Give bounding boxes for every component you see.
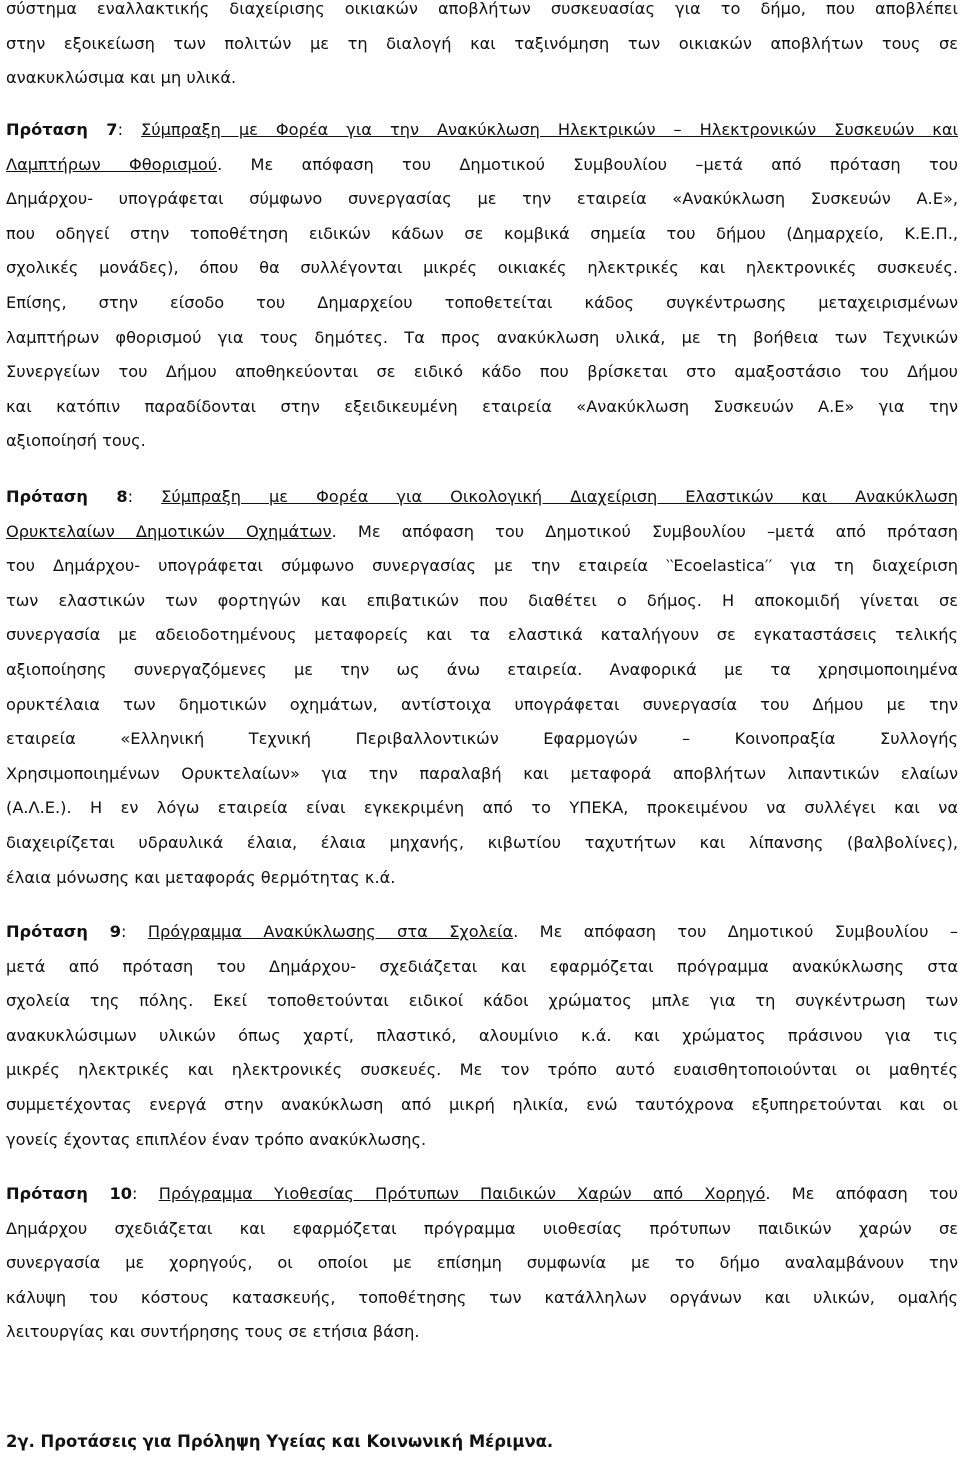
proposal-8-line: ορυκτέλαια των δημοτικών οχημάτων, αντίστοιχα υπογράφεται συνεργασία του Δήμου με την: [6, 694, 958, 714]
proposal-7-line: σχολικές μονάδες), όπου θα συλλέγονται μικρές οικιακές ηλεκτρικές και ηλεκτρονικές συσκευές.: [6, 258, 958, 278]
proposal-10-text: . Με απόφαση του: [765, 1184, 958, 1203]
proposal-7-title-cont: Λαμπτήρων Φθορισμού: [6, 154, 218, 174]
intro-paragraph: [6, 0, 958, 96]
proposal-9-text: . Με απόφαση του Δημοτικού Συμβουλίου –: [513, 922, 958, 941]
proposal-10-line: Δημάρχου σχεδιάζεται και εφαρμόζεται πρόγραμμα υιοθεσίας πρότυπων παιδικών χαρών σε: [6, 1218, 958, 1238]
proposal-7-paragraph: [6, 113, 958, 459]
proposal-7-colon: :: [117, 120, 124, 139]
proposal-8-title: Σύμπραξη με Φορέα για Οικολογική Διαχείριση Ελαστικών και Ανακύκλωση: [161, 487, 958, 506]
proposal-8-line: εταιρεία «Ελληνική Τεχνική Περιβαλλοντικών Εφαρμογών – Κοινοπραξία Συλλογής: [6, 729, 958, 749]
proposal-7-line: Δημάρχου- υπογράφεται σύμφωνο συνεργασίας με την εταιρεία «Ανακύκλωση Συσκευών Α.Ε»,: [6, 189, 958, 209]
intro-line: σύστημα εναλλακτικής διαχείρισης οικιακών αποβλήτων συσκευασίας για το δήμο, που αποβλέπει: [6, 0, 958, 18]
proposal-8-title-cont: Ορυκτελαίων Δημοτικών Οχημάτων: [6, 521, 332, 541]
proposal-8-paragraph: [6, 480, 958, 895]
proposal-9-title-line: [6, 915, 958, 950]
section-heading: 2γ. Προτάσεις για Πρόληψη Υγείας και Κοινωνική Μέριμνα.: [6, 1432, 554, 1451]
proposal-7-line: Επίσης, στην είσοδο του Δημαρχείου τοποθετείται κάδος συγκέντρωσης μεταχειρισμένων: [6, 292, 958, 312]
proposal-9-line: συμμετέχοντας ενεργά στην ανακύκλωση από μικρή ηλικία, ενώ ταυτόχρονα εξυπηρετούνται και οι: [6, 1094, 958, 1114]
proposal-10-line: συνεργασία με χορηγούς, οι οποίοι με επίσημη συμφωνία με το δήμο αναλαμβάνουν την: [6, 1253, 958, 1273]
proposal-10-line: λειτουργίας και συντήρησης τους σε ετήσια βάση.: [6, 1322, 420, 1342]
proposal-10-label: Πρόταση 10: [6, 1184, 133, 1203]
proposal-9-line: μετά από πρόταση του Δημάρχου- σχεδιάζεται και εφαρμόζεται πρόγραμμα ανακύκλωσης στα: [6, 956, 958, 976]
proposal-7-line: [6, 148, 958, 183]
proposal-8-label: Πρόταση 8: [6, 487, 128, 506]
intro-line: ανακυκλώσιμα και μη υλικά.: [6, 68, 237, 88]
proposal-9-title: Πρόγραμμα Ανακύκλωσης στα Σχολεία: [147, 922, 514, 941]
proposal-9-line: σχολεία της πόλης. Εκεί τοποθετούνται ειδικοί κάδοι χρώματος μπλε για τη συγκέντρωση των: [6, 991, 958, 1011]
proposal-7-line: και κατόπιν παραδίδονται στην εξειδικευμένη εταιρεία «Ανακύκλωση Συσκευών Α.Ε» για την: [6, 396, 958, 416]
proposal-7-title: Σύμπραξη με Φορέα για την Ανακύκλωση Ηλεκτρικών – Ηλεκτρονικών Συσκευών και: [141, 120, 958, 139]
proposal-8-line: των ελαστικών των φορτηγών και επιβατικών που διαθέτει ο δήμος. Η αποκομιδή γίνεται σε: [6, 590, 958, 610]
proposal-8-colon: :: [127, 487, 134, 506]
proposal-9-paragraph: [6, 915, 958, 1157]
proposal-10-paragraph: [6, 1177, 958, 1350]
proposal-10-line: κάλυψη του κόστους κατασκευής, τοποθέτησης των κατάλληλων οργάνων και υλικών, ομαλής: [6, 1287, 958, 1307]
proposal-9-line: γονείς έχοντας επιπλέον έναν τρόπο ανακύκλωσης.: [6, 1129, 427, 1149]
proposal-7-line: Συνεργείων του Δήμου αποθηκεύονται σε ειδικό κάδο που βρίσκεται στο αμαξοστάσιο του Δήμου: [6, 362, 958, 382]
proposal-10-title-line: [6, 1177, 958, 1212]
proposal-8-line: Χρησιμοποιημένων Ορυκτελαίων» για την παραλαβή και μεταφορά αποβλήτων λιπαντικών ελαίων: [6, 763, 958, 783]
proposal-10-title: Πρόγραμμα Υιοθεσίας Πρότυπων Παιδικών Χαρών από Χορηγό: [158, 1184, 766, 1203]
proposal-7-line: λαμπτήρων φθορισμού για τους δημότες. Τα προς ανακύκλωση υλικά, με τη βοήθεια των Τεχνικών: [6, 327, 958, 347]
proposal-8-line: έλαια μόνωσης και μεταφοράς θερμότητας κ.ά.: [6, 867, 396, 887]
proposal-8-line: συνεργασία με αδειοδοτημένους μεταφορείς και τα ελαστικά καταλήγουν σε εγκαταστάσεις τελικής: [6, 625, 958, 645]
proposal-8-line: [6, 515, 958, 550]
proposal-8-line: αξιοποίησης συνεργαζόμενες με την ως άνω εταιρεία. Αναφορικά με τα χρησιμοποιημένα: [6, 659, 958, 679]
proposal-9-line: ανακυκλώσιμων υλικών όπως χαρτί, πλαστικό, αλουμίνιο κ.ά. και χρώματος πράσινου για τις: [6, 1025, 958, 1045]
proposal-7-title-line: [6, 113, 958, 148]
proposal-8-line: διαχειρίζεται υδραυλικά έλαια, έλαια μηχανής, κιβωτίου ταχυτήτων και λίπανσης (βαλβολίνες),: [6, 832, 958, 852]
proposal-8-line: του Δημάρχου- υπογράφεται σύμφωνο συνεργασίας με την εταιρεία ‵‵Ecoelastica′′ για τη διαχείριση: [6, 556, 958, 576]
proposal-8-title-line: [6, 480, 958, 515]
proposal-10-colon: :: [132, 1184, 138, 1203]
proposal-9-colon: :: [120, 922, 127, 941]
proposal-9-line: μικρές ηλεκτρικές και ηλεκτρονικές συσκευές. Με τον τρόπο αυτό ευαισθητοποιούνται οι μαθητές: [6, 1060, 958, 1080]
proposal-8-line: (Α.Λ.Ε.). Η εν λόγω εταιρεία είναι εγκεκριμένη από το ΥΠΕΚΑ, προκειμένου να συλλέγει και να: [6, 798, 958, 818]
proposal-9-label: Πρόταση 9: [6, 922, 121, 941]
proposal-7-label: Πρόταση 7: [6, 120, 118, 139]
proposal-7-line: που οδηγεί στην τοποθέτηση ειδικών κάδων σε κομβικά σημεία του δήμου (Δημαρχείο, Κ.Ε.Π.,: [6, 223, 958, 243]
proposal-8-text: . Με απόφαση του Δημοτικού Συμβουλίου –μετά από πρόταση: [331, 521, 958, 541]
intro-line: στην εξοικείωση των πολιτών με τη διαλογή και ταξινόμηση των οικιακών αποβλήτων τους σε: [6, 33, 958, 53]
proposal-7-line: αξιοποίησή τους.: [6, 431, 146, 451]
proposal-7-text: . Με απόφαση του Δημοτικού Συμβουλίου –μετά από πρόταση του: [217, 154, 958, 174]
